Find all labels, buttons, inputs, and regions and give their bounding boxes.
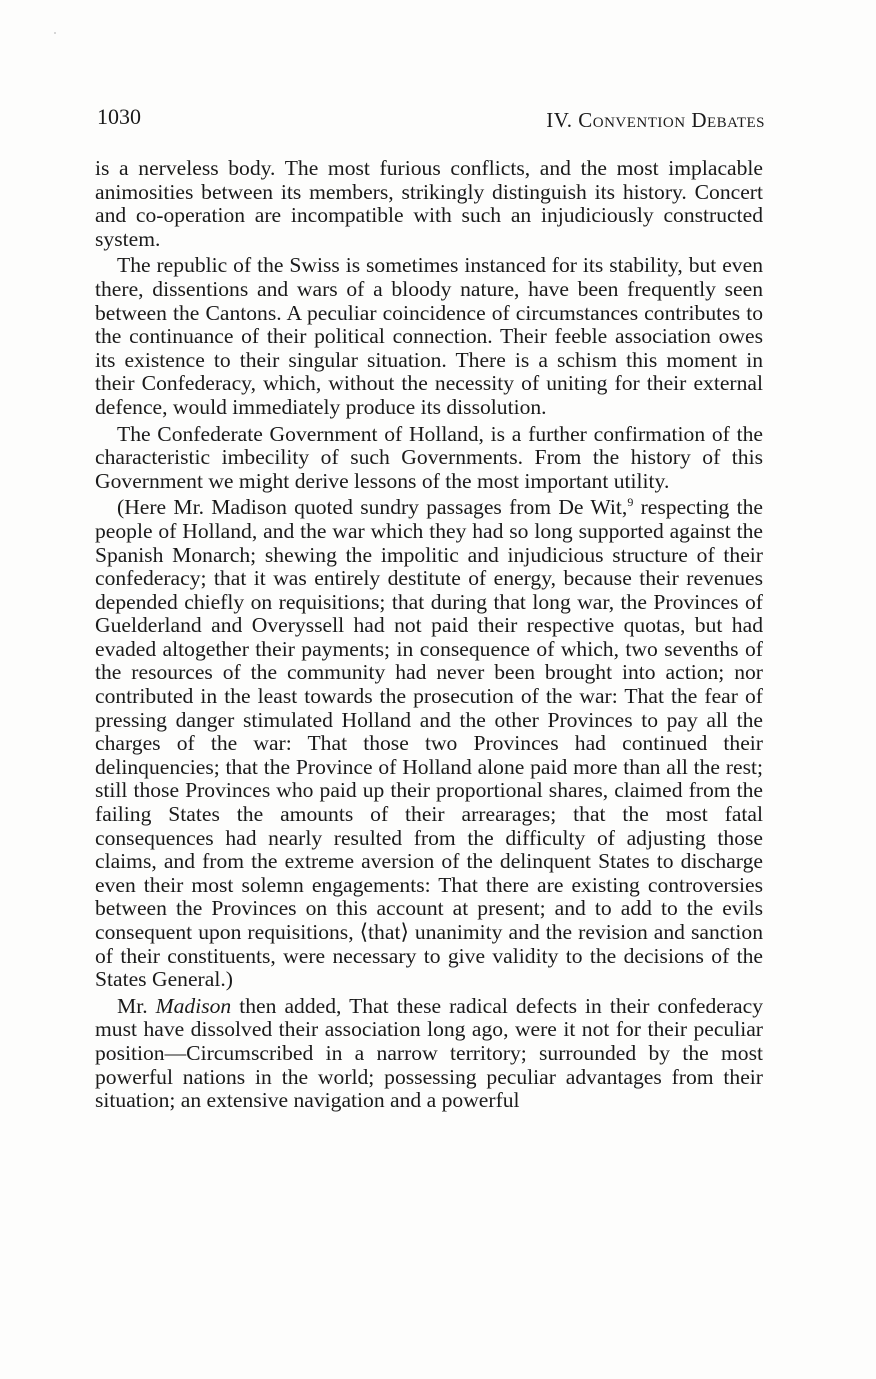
running-head: IV. Convention Debates (546, 108, 765, 132)
madison-remarks: then added, That these radical defects in their confederacy must have dissolved their association long ago, were it not for their peculiar position—Circumscribed in a narrow territory; surrounded by the most powerful nations in the world; possessing peculiar advantages from their situation; an extensive navigation and a powerful (95, 993, 763, 1113)
speaker-prefix: Mr. (117, 993, 156, 1018)
page-header (97, 104, 765, 134)
page-number: 1030 (97, 104, 141, 129)
paragraph-holland-government: The Confederate Government of Holland, is a further confirmation of the characteristic imbecility of such Governments. From the history of this Government we might derive lessons of the most important utility. (95, 421, 763, 493)
paragraph-swiss-republic: The republic of the Swiss is sometimes instanced for its stability, but even there, dissentions and wars of a bloody nature, have been frequently seen between the Cantons. A peculiar coincidence of circumstances contributes to the continuance of their political connection. Their feeble association owes its existence to their singular situation. There is a schism this moment in their Confederacy, which, without the necessity of uniting for their external defence, would immediately produce its dissolution. (95, 253, 763, 419)
paragraph-madison-added (95, 995, 763, 1113)
footnote-marker: 9 (627, 495, 634, 510)
paragraph-de-wit-quotation (95, 496, 763, 991)
body-text (95, 157, 763, 1116)
paper-speck (54, 32, 56, 34)
quotation-lead: (Here Mr. Madison quoted sundry passages from De Wit, (117, 495, 628, 520)
speaker-name: Madison (155, 993, 232, 1018)
quotation-body: respecting the people of Holland, and the war which they had so long supported against the Spanish Monarch; shewing the impolitic and injudicious structure of their confederacy; that it was entirely destitute of energy, because their revenues depended chiefly on requisitions; that during that long war, the Provinces of Guelderland and Overyssell had not paid their respective quotas, but had evaded altogether their payments; in consequence of which, two sevenths of the resources of the community had never been brought into action; nor contributed in the least towards the prosecution of the war: That the fear of pressing danger stimulated Holland and the other Provinces to pay all the charges of the war: That those two Provinces had continued their delinquencies; that the Province of Holland alone paid more than all the rest; still those Provinces who paid up their proportional shares, claimed from the failing States the amounts of their arrearages; that the most fatal consequences had nearly resulted from the difficulty of adjusting those claims, and from the extreme aversion of the delinquent States to discharge even their most solemn engagements: That there are existing controversies between the Provinces on this account at present; and to add to the evils consequent upon requisitions, ⟨that⟩ unanimity and the revision and sanction of their constituents, were necessary to give validity to the decisions of the States General.) (95, 495, 763, 992)
paragraph-nerveless-body: is a nerveless body. The most furious conflicts, and the most implacable animosities between its members, strikingly distinguish its history. Concert and co-operation are incompatible with such an injudiciously constructed system. (95, 156, 763, 251)
